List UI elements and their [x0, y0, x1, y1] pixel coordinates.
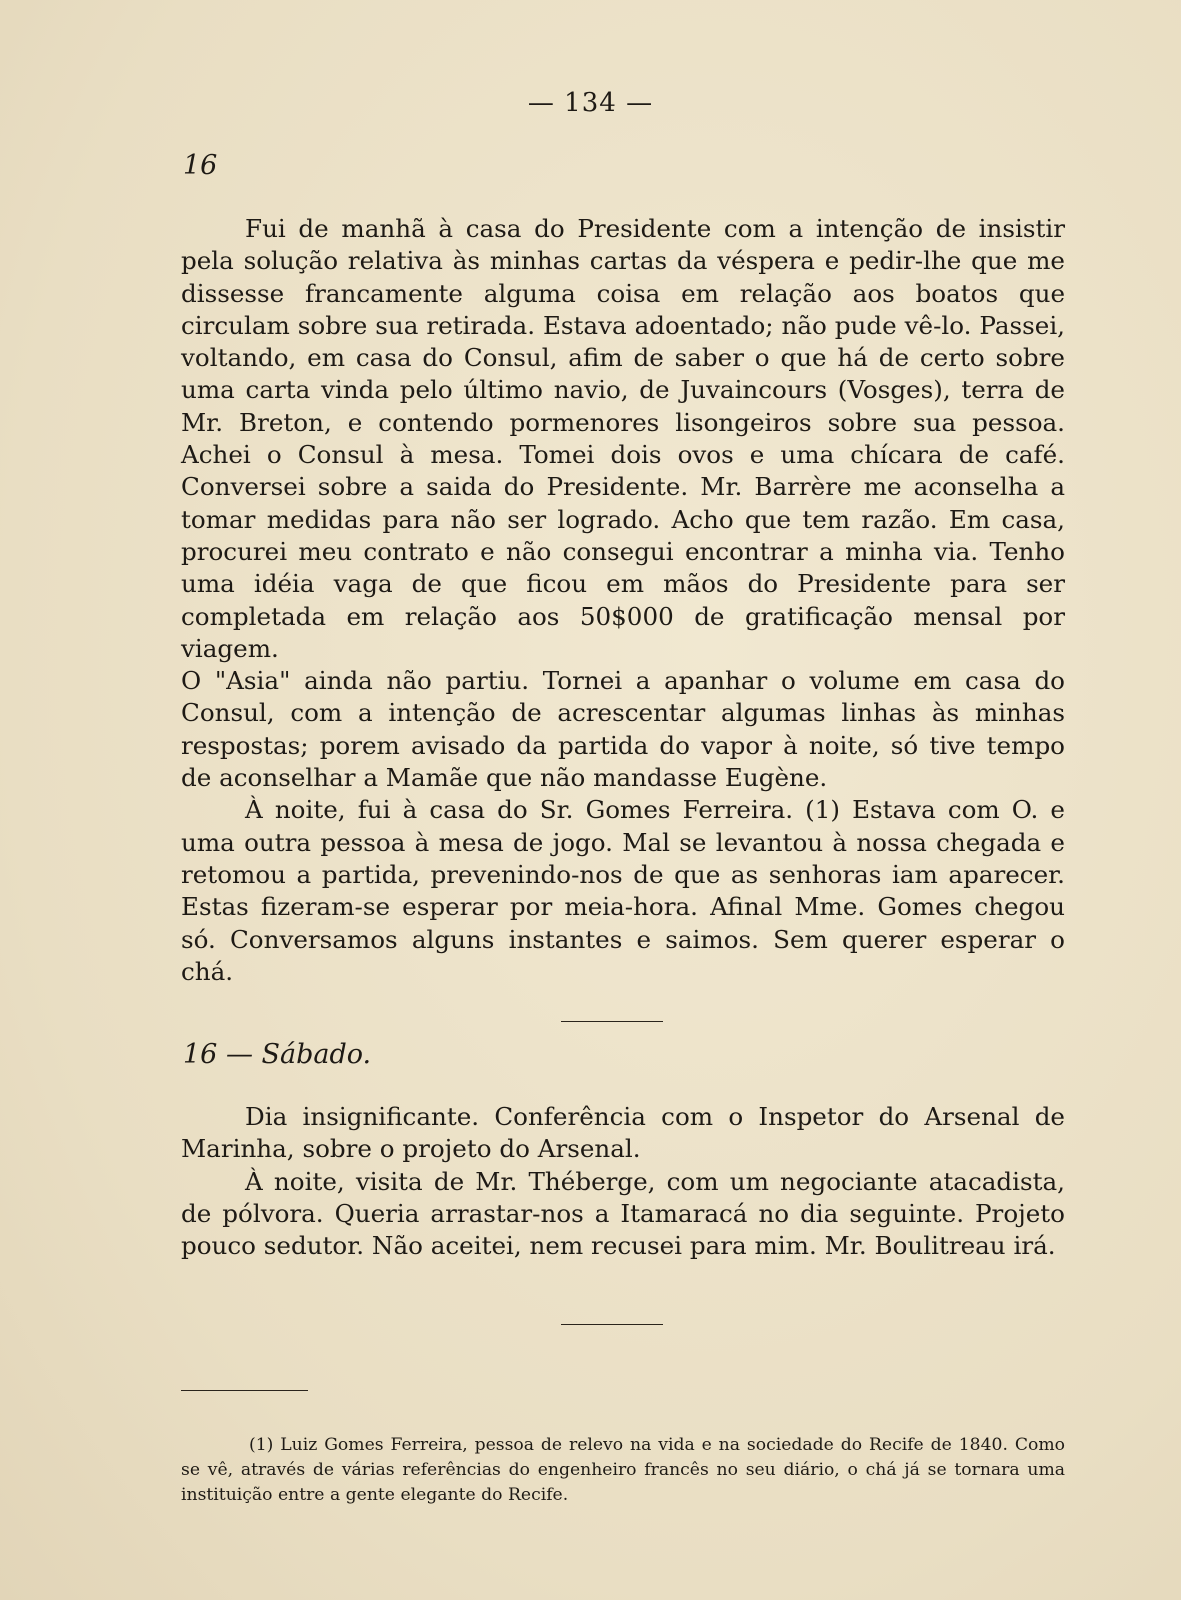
paragraph: Fui de manhã à casa do Presidente com a intenção de insistir pela solução relativa às minhas cartas da véspera e pedir-lhe que me dissesse francamente alguma coisa em relação aos boatos que circulam sobre sua retirada. Estava adoentado; não pude vê-lo. Passei, voltando, em casa do Consul, afim de saber o que há de certo sobre uma carta vinda pelo último navio, de Juvaincours (Vosges), terra de Mr. Breton, e contendo pormenores lisongeiros sobre sua pessoa. Achei o Consul à mesa. Tomei dois ovos e uma chícara de café. Conversei sobre a saida do Presidente. Mr. Barrère me aconselha a tomar medidas para não ser logrado. Acho que tem razão. Em casa, procurei meu contrato e não consegui encontrar a minha via. Tenho uma idéia vaga de que ficou em mãos do Presidente para ser completada em relação aos 50$000 de gratificação mensal por viagem.	[181, 214, 1065, 663]
paragraph: À noite, fui à casa do Sr. Gomes Ferreira. (1) Estava com O. e uma outra pessoa à mesa de jogo. Mal se levantou à nossa chegada e retomou a partida, prevenindo-nos de que as senhoras iam aparecer. Estas fizeram-se esperar por meia-hora. Afinal Mme. Gomes chegou só. Conversamos alguns instantes e saimos. Sem querer esperar o chá.	[181, 795, 1065, 986]
footnote: (1) Luiz Gomes Ferreira, pessoa de relevo na vida e na sociedade do Recife de 1840. Como se vê, através de várias referências do engenheiro francês no seu diário, o chá já se tornara uma instituição entre a gente elegante do Recife.	[181, 1435, 1065, 1505]
footnote-separator	[181, 1390, 308, 1391]
paragraph: Dia insignificante. Conferência com o Inspetor do Arsenal de Marinha, sobre o projeto do Arsenal.	[181, 1102, 1065, 1164]
section-divider	[561, 1324, 663, 1325]
page-number: — 134 —	[527, 88, 654, 118]
entry-heading-day-16: 16	[183, 150, 218, 181]
entry-heading-saturday: 16 — Sábado.	[183, 1039, 372, 1070]
paragraph: À noite, visita de Mr. Théberge, com um negociante atacadista, de pólvora. Queria arrastar-nos a Itamaracá no dia seguinte. Projeto pouco sedutor. Não aceitei, nem recusei para mim. Mr. Boulitreau irá.	[181, 1166, 1065, 1261]
section-divider	[561, 1021, 663, 1022]
entry-body-saturday	[181, 1101, 1065, 1262]
paragraph: O "Asia" ainda não partiu. Tornei a apanhar o volume em casa do Consul, com a intenção de acrescentar algumas linhas às minhas respostas; porem avisado da partida do vapor à noite, só tive tempo de aconselhar a Mamãe que não mandasse Eugène.	[181, 666, 1065, 793]
entry-body-day-16	[181, 213, 1065, 988]
footnotes	[181, 1433, 1065, 1508]
